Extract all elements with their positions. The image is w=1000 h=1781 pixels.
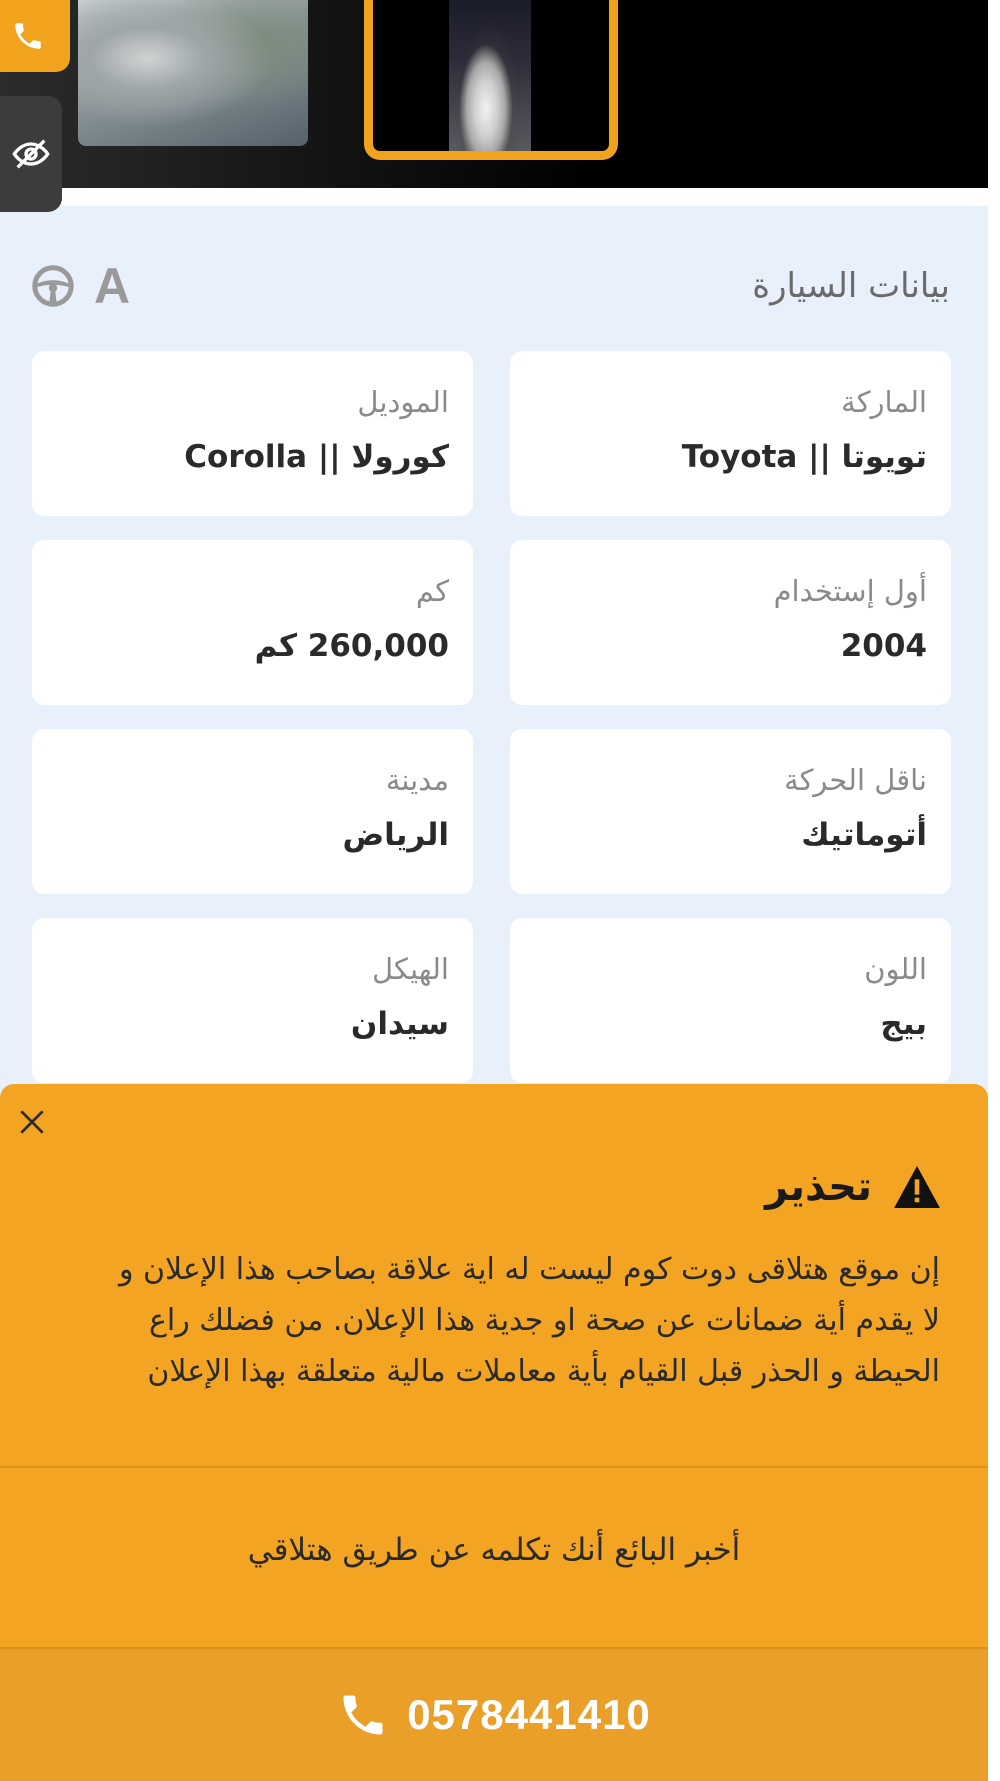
warning-line: الحيطة و الحذر قبل القيام بأية معاملات مالية متعلقة بهذا الإعلان — [147, 1354, 940, 1389]
eye-off-icon — [11, 134, 51, 174]
car-details-panel — [0, 206, 988, 1106]
detail-label: الماركة — [841, 385, 927, 419]
detail-label: الهيكل — [372, 952, 449, 986]
close-warning-button[interactable] — [14, 1104, 50, 1140]
detail-value: سيدان — [350, 1006, 449, 1042]
detail-label: اللون — [864, 952, 927, 986]
phone-icon — [337, 1689, 389, 1741]
floating-hide-button[interactable] — [0, 96, 62, 212]
warning-line: لا يقدم أية ضمانات عن صحة او جدية هذا الإعلان. من فضلك راع — [149, 1303, 940, 1338]
detail-value: كورولا || Corolla — [184, 439, 449, 475]
car-photo — [449, 0, 531, 151]
car-details-title: بيانات السيارة — [752, 266, 950, 306]
gallery-thumbnail-selected[interactable] — [364, 0, 618, 160]
detail-label: كم — [415, 574, 449, 608]
detail-label: ناقل الحركة — [784, 763, 927, 797]
transmission-badge: A — [94, 258, 131, 314]
steering-wheel-icon — [30, 263, 76, 309]
header-icons — [30, 258, 131, 314]
call-seller-button[interactable] — [0, 1649, 988, 1781]
warning-sheet — [0, 1084, 988, 1781]
warning-message — [40, 1244, 940, 1397]
detail-card-city — [32, 729, 473, 894]
detail-value: تويوتا || Toyota — [681, 439, 927, 475]
phone-number: 0578441410 — [407, 1691, 651, 1738]
detail-card-brand — [510, 351, 951, 516]
tell-seller-note: أخبر البائع أنك تكلمه عن طريق هتلاقي — [247, 1532, 741, 1568]
warning-line: إن موقع هتلاقى دوت كوم ليست له اية علاقة بصاحب هذا الإعلان و — [118, 1252, 940, 1287]
detail-card-model — [32, 351, 473, 516]
phone-icon — [11, 19, 45, 53]
detail-card-body — [32, 918, 473, 1083]
divider — [0, 1466, 988, 1468]
detail-value: الرياض — [342, 817, 449, 853]
media-gallery-strip — [0, 0, 988, 188]
detail-card-transmission — [510, 729, 951, 894]
warning-title: تحذير — [765, 1164, 872, 1210]
detail-card-color — [510, 918, 951, 1083]
warning-icon — [894, 1166, 940, 1208]
detail-value: 2004 — [840, 628, 927, 664]
detail-label: الموديل — [357, 385, 449, 419]
gallery-thumbnail[interactable] — [78, 0, 308, 146]
detail-value: 260,000 كم — [254, 628, 449, 664]
car-details-grid — [32, 351, 951, 1083]
detail-value: بيج — [880, 1006, 927, 1042]
warning-title-row — [765, 1164, 940, 1210]
detail-value: أتوماتيك — [801, 817, 927, 853]
floating-call-button[interactable] — [0, 0, 70, 72]
close-icon — [16, 1106, 48, 1138]
detail-card-mileage — [32, 540, 473, 705]
detail-label: مدينة — [385, 763, 449, 797]
detail-card-first-use — [510, 540, 951, 705]
car-details-header — [30, 256, 950, 316]
detail-label: أول إستخدام — [773, 574, 927, 608]
